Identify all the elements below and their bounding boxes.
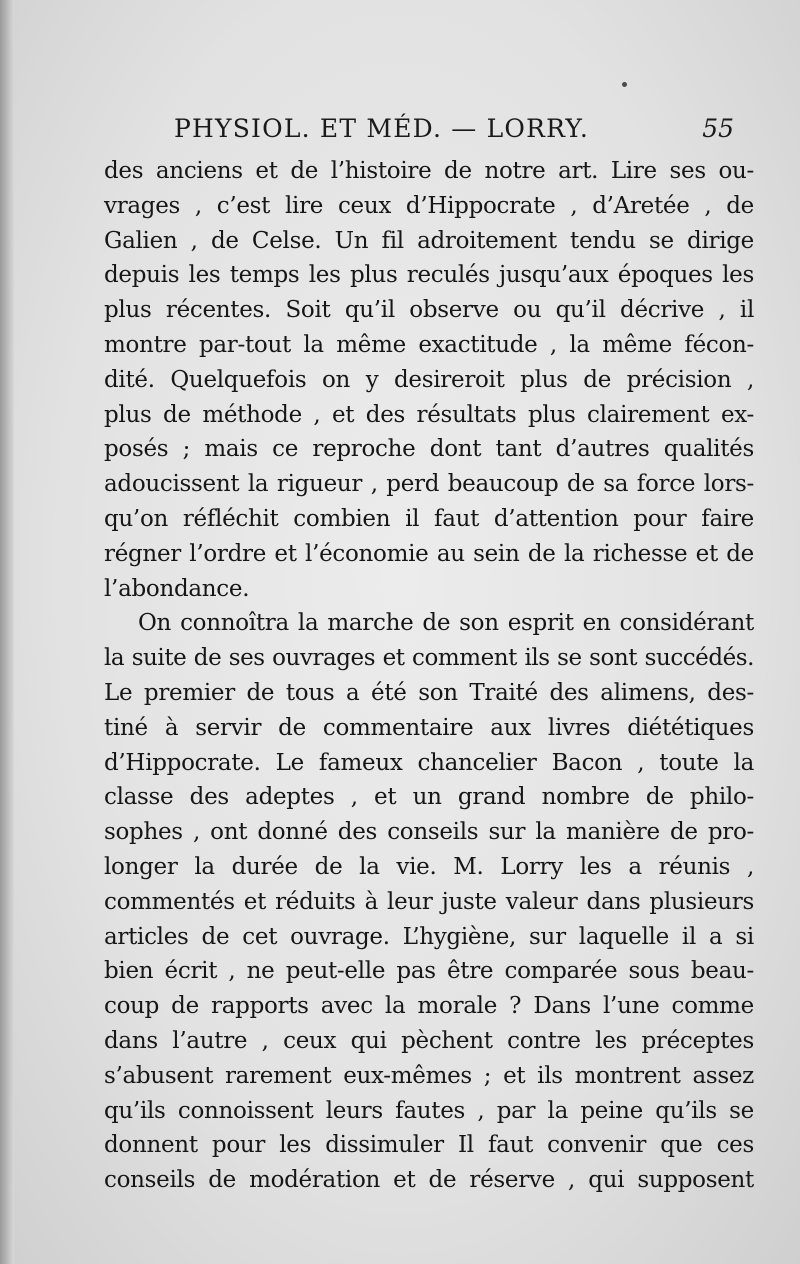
paragraph-2 [104, 606, 754, 1198]
text-line: sophes , ont donné des conseils sur la manière de pro- [104, 819, 754, 846]
text-line: conseils de modération et de réserve , qui supposent [104, 1167, 754, 1194]
text-line: régner l’ordre et l’économie au sein de la richesse et de [104, 540, 754, 567]
text-line: qu’on réfléchit combien il faut d’attention pour faire [104, 505, 754, 532]
text-line: coup de rapports avec la morale ? Dans l’une comme [104, 993, 754, 1020]
text-line: donnent pour les dissimuler Il faut convenir que ces [104, 1132, 754, 1159]
ink-speck [622, 82, 627, 87]
text-line: longer la durée de la vie. M. Lorry les a réunis , [104, 853, 754, 880]
text-line: plus récentes. Soit qu’il observe ou qu’il décrive , il [104, 297, 754, 324]
text-line: montre par-tout la même exactitude , la même fécon- [104, 331, 754, 358]
running-head: PHYSIOL. ET MÉD. — LORRY. [174, 114, 590, 143]
text-line: l’abondance. [104, 575, 250, 602]
text-line: On connoîtra la marche de son esprit en considérant [138, 610, 754, 637]
text-line: la suite de ses ouvrages et comment ils se sont succédés. [104, 645, 754, 672]
text-line: s’abusent rarement eux-mêmes ; et ils montrent assez [104, 1062, 754, 1089]
text-line: posés ; mais ce reproche dont tant d’autres qualités [104, 436, 754, 463]
paragraph-1 [104, 154, 754, 606]
body-text [104, 154, 754, 1198]
text-line: Galien , de Celse. Un fil adroitement tendu se dirige [104, 227, 754, 254]
text-line: depuis les temps les plus reculés jusqu’aux époques les [104, 262, 754, 289]
text-line: classe des adeptes , et un grand nombre de philo- [104, 784, 754, 811]
text-line: adoucissent la rigueur , perd beaucoup de sa force lors- [104, 471, 754, 498]
text-line: qu’ils connoissent leurs fautes , par la peine qu’ils se [104, 1097, 754, 1124]
text-line: bien écrit , ne peut-elle pas être comparée sous beau- [104, 958, 754, 985]
text-line: d’Hippocrate. Le fameux chancelier Bacon , toute la [104, 749, 754, 776]
binding-shadow [0, 0, 14, 1264]
text-line: articles de cet ouvrage. L’hygiène, sur laquelle il a si [104, 923, 754, 950]
text-line: dité. Quelquefois on y desireroit plus de précision , [104, 366, 754, 393]
page-header [100, 114, 748, 154]
text-line: Le premier de tous a été son Traité des alimens, des- [104, 679, 754, 706]
text-line: tiné à servir de commentaire aux livres diététiques [104, 714, 754, 741]
text-line: commentés et réduits à leur juste valeur dans plusieurs [104, 888, 754, 915]
text-line: dans l’autre , ceux qui pèchent contre les préceptes [104, 1027, 754, 1054]
text-line: des anciens et de l’histoire de notre art. Lire ses ou- [104, 158, 754, 184]
page-number: 55 [702, 114, 734, 143]
text-line: vrages , c’est lire ceux d’Hippocrate , d’Aretée , de [104, 192, 754, 219]
text-line: plus de méthode , et des résultats plus clairement ex- [104, 401, 754, 428]
